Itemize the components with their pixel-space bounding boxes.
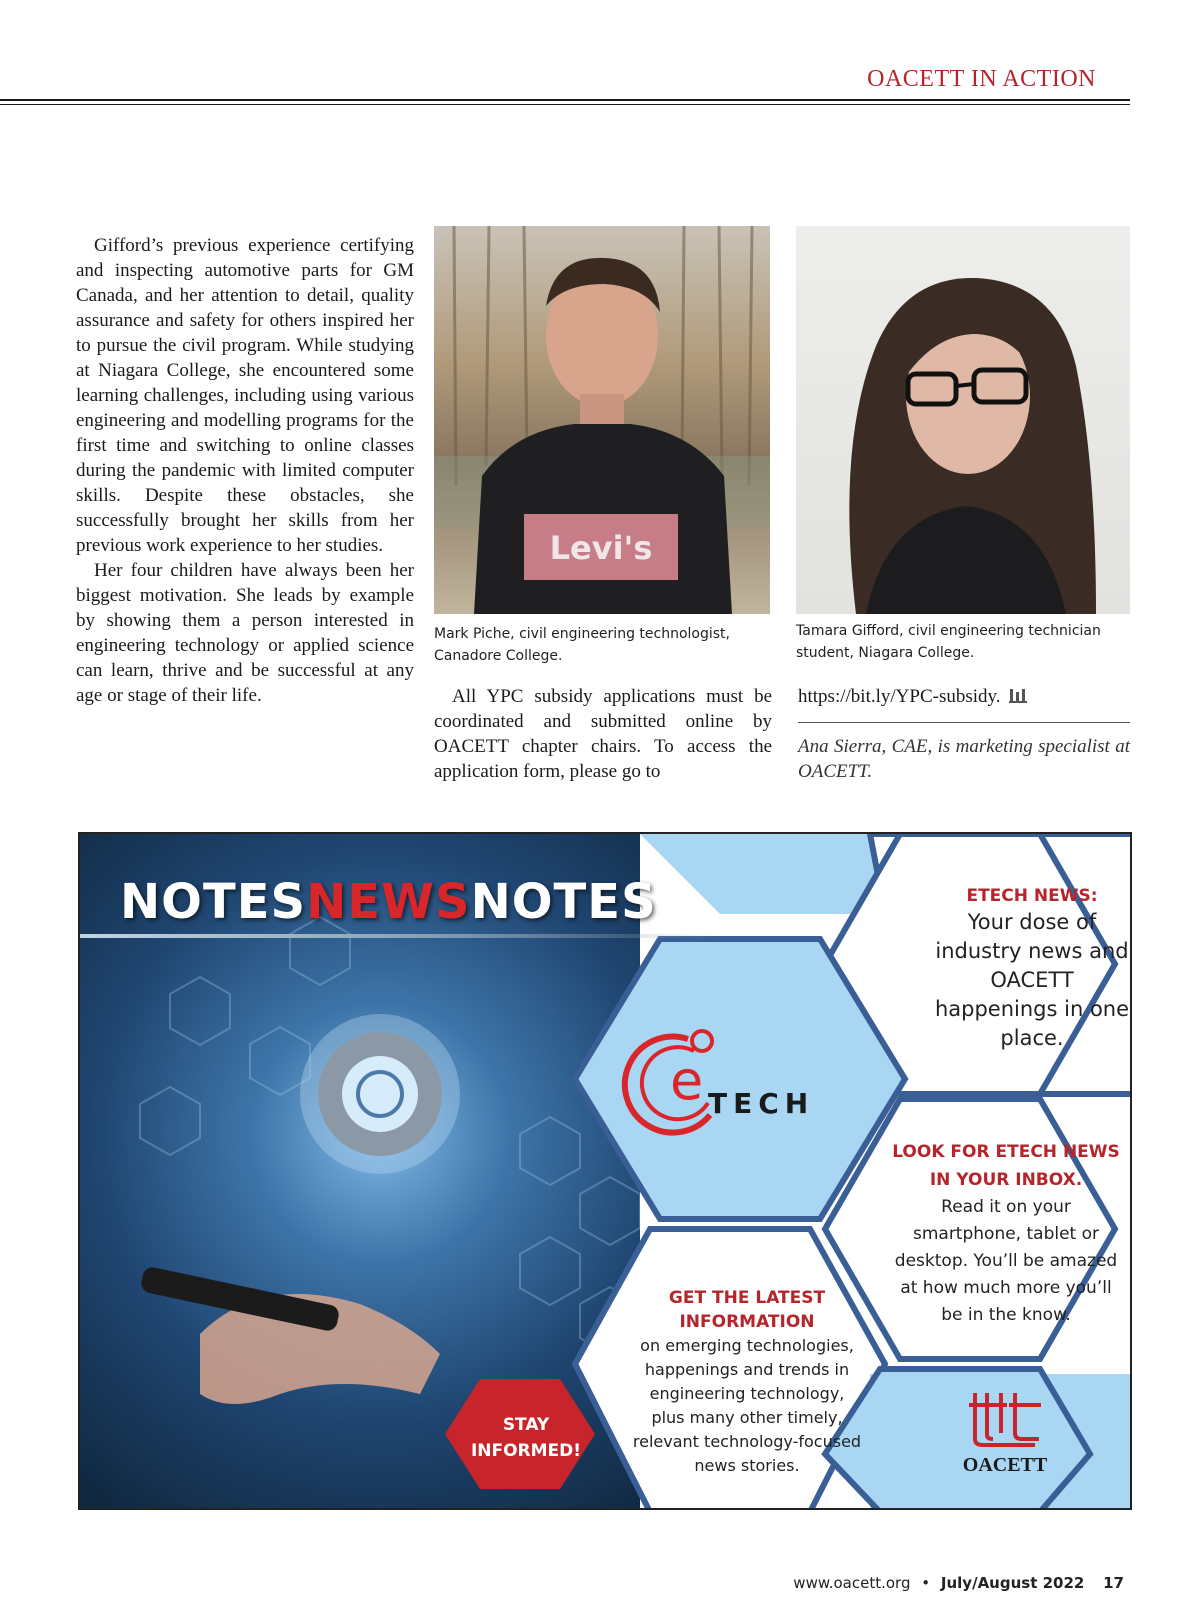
photo-caption-mark: Mark Piche, civil engineering technologist, Canadore College. xyxy=(434,626,730,664)
paragraph: Her four children have always been her biggest motivation. She leads by example by showing them a person interested in engineering technology or applied science can learn, thrive and be successful at any age or stage of their life. xyxy=(76,560,414,706)
header-rule-thick xyxy=(0,99,1130,101)
footer-separator: • xyxy=(921,1574,931,1592)
portrait-illustration xyxy=(796,226,1130,614)
photo-tamara-gifford xyxy=(796,226,1130,614)
footer-issue: July/August 2022 xyxy=(940,1574,1085,1592)
header-rule-thin xyxy=(0,104,1130,105)
subsidy-link-text[interactable]: https://bit.ly/YPC-subsidy. xyxy=(798,686,1001,707)
etech-logo-icon xyxy=(618,1019,738,1139)
paragraph: Gifford’s previous experience certifying and inspecting automotive parts for GM Canada, and her attention to detail, quality assurance and safety for others inspired her to pursue the civil program. While studying at Niagara College, she encountered some learning challenges, including using various engineering and modelling programs for the first time and switching to online classes during the pandemic with limited computer skills. Despite these obstacles, she successfully brought her skills from her previous work experience to her studies. xyxy=(76,235,414,556)
portrait-illustration xyxy=(434,226,770,614)
author-rule xyxy=(798,722,1130,723)
inbox-block xyxy=(888,1138,1124,1329)
ad-title-notes: NOTES xyxy=(120,874,307,930)
photo-mark-piche xyxy=(434,226,770,614)
etech-news-block xyxy=(932,884,1132,1053)
shirt-logo: Levi's xyxy=(549,529,653,567)
ad-title-news: NEWS xyxy=(306,874,471,930)
etech-advertisement xyxy=(78,832,1132,1510)
ad-title-underline xyxy=(80,934,720,938)
paragraph: All YPC subsidy applications must be coordinated and submitted online by OACETT chapter chairs. To access the application form, please go to xyxy=(434,686,772,782)
oacett-end-mark-icon xyxy=(1009,688,1027,704)
etech-logo-letter: e xyxy=(670,1049,704,1112)
photo-caption-tamara: Tamara Gifford, civil engineering technician student, Niagara College. xyxy=(796,623,1101,661)
latest-info-block xyxy=(632,1286,862,1478)
ad-title-notes-2: NOTES xyxy=(470,874,657,930)
author-bio: Ana Sierra, CAE, is marketing specialist at OACETT. xyxy=(798,736,1130,782)
oacett-logo-word: OACETT xyxy=(962,1454,1048,1476)
page-footer xyxy=(793,1574,1124,1592)
ad-title xyxy=(120,874,657,930)
subsidy-link[interactable] xyxy=(798,684,1130,709)
latest-body: on emerging technologies, happenings and trends in engineering technology, plus many other timely, relevant technology-focused news stories. xyxy=(632,1336,862,1475)
stay-informed-badge: STAY INFORMED! xyxy=(470,1415,582,1461)
oacett-logo-icon xyxy=(965,1389,1045,1449)
section-title: OACETT IN ACTION xyxy=(867,66,1096,92)
footer-page-number: 17 xyxy=(1103,1574,1124,1592)
inbox-heading: LOOK FOR ETECH NEWS IN YOUR INBOX. xyxy=(892,1142,1120,1190)
etech-logo-word: TECH xyxy=(708,1087,815,1120)
article-column-1 xyxy=(76,233,414,708)
article-column-2 xyxy=(434,684,772,784)
etech-news-body: Your dose of industry news and OACETT happenings in one place. xyxy=(934,910,1130,1050)
etech-news-heading: ETECH NEWS: xyxy=(966,886,1098,906)
latest-heading: GET THE LATEST INFORMATION xyxy=(668,1288,826,1332)
footer-site[interactable]: www.oacett.org xyxy=(793,1574,911,1592)
inbox-body: Read it on your smartphone, tablet or desktop. You’ll be amazed at how much more you’ll be in the know. xyxy=(894,1197,1118,1325)
